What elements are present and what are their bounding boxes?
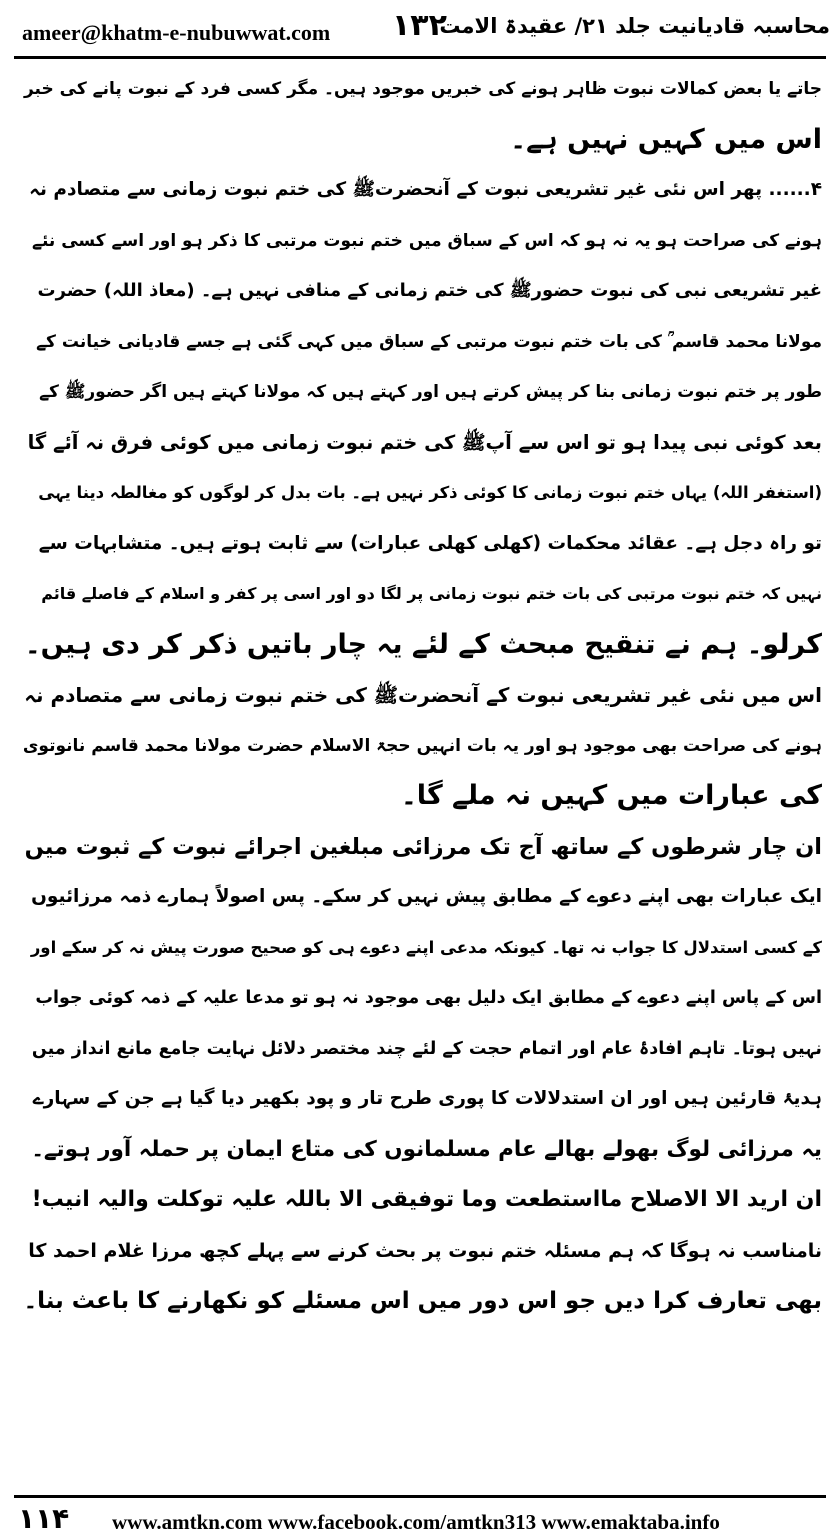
page-header: [0, 0, 840, 56]
text-line: کرلو۔ ہم نے تنقیح مبحث کے لئے یہ چار باتیں ذکر کر دی ہیں۔: [24, 628, 822, 660]
text-line: (استغفر اللہ) یہاں ختم نبوت زمانی کا کوئی ذکر نہیں ہے۔ بات بدل کر لوگوں کو مغالطہ دینا یہی: [38, 483, 822, 502]
arabic-quote-line: ان ارید الا الاصلاح مااستطعت وما توفیقی الا باللہ علیہ توکلت والیہ انیب!: [31, 1187, 822, 1212]
text-line: ہدیۂ قارئین ہیں اور ان استدلالات کا پوری طرح تار و پود بکھیر دیا گیا ہے جن کے سہارے: [32, 1088, 822, 1109]
text-line: ۴...... پھر اس نئی غیر تشریعی نبوت کے آنحضرتﷺ کی ختم نبوت زمانی سے متصادم نہ: [29, 179, 822, 200]
text-line: ان چار شرطوں کے ساتھ آج تک مرزائی مبلغین اجرائے نبوت کے ثبوت میں: [24, 833, 822, 860]
text-line: نہیں ہوتا۔ تاہم افادۂ عام اور اتمام حجت کے لئے چند مختصر دلائل نہایت جامع مانع انداز میں: [31, 1038, 822, 1059]
text-line: مولانا محمد قاسم ؒ کی بات ختم نبوت مرتبی کے سباق میں کہی گئی ہے جسے قادیانی خیانت کے: [36, 331, 822, 352]
header-page-number: ۱۳۲: [392, 8, 447, 43]
text-line: کے کسی استدلال کا جواب نہ تھا۔ کیونکہ مدعی اپنے دعوے ہی کو صحیح صورت پیش نہ کر سکے اور: [30, 937, 822, 957]
text-line: تو راہ دجل ہے۔ عقائد محکمات (کھلی کھلی عبارات) سے ثابت ہوتے ہیں۔ متشابہات سے: [38, 532, 822, 554]
text-line: نامناسب نہ ہوگا کہ ہم مسئلہ ختم نبوت پر بحث کرنے سے پہلے کچھ مرزا غلام احمد کا: [28, 1239, 822, 1262]
footer-divider: [14, 1495, 826, 1498]
footer-urls: www.amtkn.com www.facebook.com/amtkn313 www.emaktaba.info: [112, 1510, 720, 1534]
text-line: کی عبارات میں کہیں نہ ملے گا۔: [400, 780, 822, 811]
text-line: ایک عبارات بھی اپنے دعوے کے مطابق پیش نہیں کر سکے۔ پس اصولاً ہمارے ذمہ مرزائیوں: [31, 886, 822, 907]
text-line: اس میں نئی غیر تشریعی نبوت کے آنحضرتﷺ کی ختم نبوت زمانی سے متصادم نہ: [24, 683, 822, 707]
text-line: غیر تشریعی نبی کی نبوت حضورﷺ کی ختم زمانی کے منافی نہیں ہے۔ (معاذ اللہ) حضرت: [37, 280, 822, 301]
footer-page-number: ۱۱۴: [18, 1502, 70, 1535]
text-line: ہونے کی صراحت ہو یہ نہ ہو کہ اس کے سباق میں ختم نبوت مرتبی کا ذکر ہو اور اسے کسی نئے: [32, 230, 822, 251]
text-line: اس میں کہیں نہیں ہے۔: [510, 123, 822, 155]
page-footer: [0, 1500, 840, 1540]
header-divider: [14, 56, 826, 59]
text-line: اس کے پاس اپنے دعوے کے مطابق ایک دلیل بھی موجود نہ ہو تو مدعا علیہ کے ذمہ کوئی جواب: [35, 988, 822, 1008]
text-line: بھی تعارف کرا دیں جو اس دور میں اس مسئلے کو نکھارنے کا باعث بنا۔: [23, 1288, 822, 1314]
text-line: ہونے کی صراحت بھی موجود ہو اور یہ بات انہیں حجۃ الاسلام حضرت مولانا محمد قاسم نانوتوی: [22, 735, 822, 756]
text-line: بعد کوئی نبی پیدا ہو تو اس سے آپﷺ کی ختم نبوت زمانی میں کوئی فرق نہ آئے گا: [27, 430, 822, 454]
text-line: یہ مرزائی لوگ بھولے بھالے عام مسلمانوں کی متاع ایمان پر حملہ آور ہوتے۔: [31, 1136, 822, 1162]
header-email: ameer@khatm-e-nubuwwat.com: [22, 20, 331, 45]
body-text: [20, 64, 822, 1327]
text-line: نہیں کہ ختم نبوت مرتبی کی بات ختم نبوت زمانی پر لگا دو اور اسی پر کفر و اسلام کے فاصلے قائم: [41, 584, 822, 603]
text-line: جاتے یا بعض کمالات نبوت ظاہر ہونے کی خبریں موجود ہیں۔ مگر کسی فرد کے نبوت پانے کی خبر: [23, 79, 822, 99]
header-book-title: محاسبہ قادیانیت جلد ۲۱/ عقیدۃ الامت: [439, 14, 830, 38]
text-line: طور پر ختم نبوت زمانی بنا کر پیش کرتے ہیں اور کہتے ہیں کہ مولانا کہتے ہیں اگر حضورﷺ کے: [39, 382, 822, 402]
